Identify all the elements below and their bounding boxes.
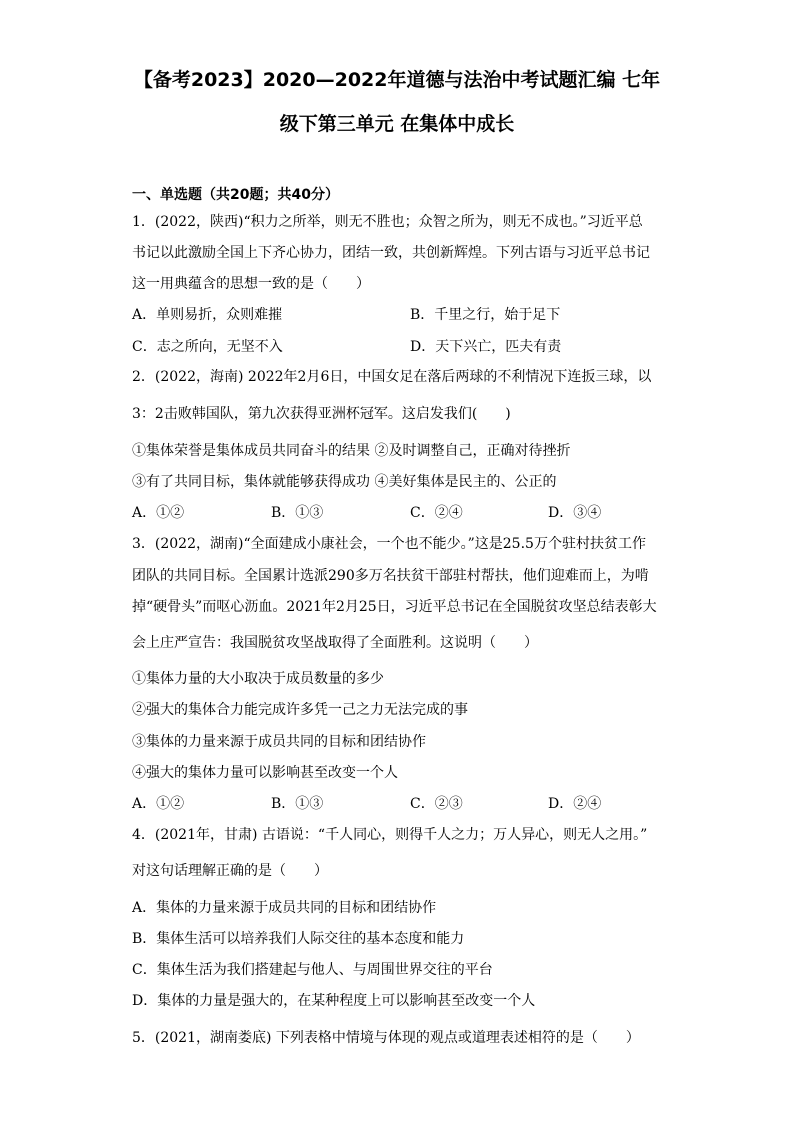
q3-option-a: A．①② bbox=[132, 796, 185, 812]
section-heading: 一、单选题（共20题；共40分） bbox=[132, 187, 339, 203]
q1-option-b: B．千里之行，始于足下 bbox=[410, 307, 561, 323]
q3-statement-1: ①集体力量的大小取决于成员数量的多少 bbox=[132, 671, 384, 687]
q1-option-d: D．天下兴亡，匹夫有责 bbox=[410, 339, 562, 355]
q1-option-c: C．志之所向，无坚不入 bbox=[132, 339, 283, 355]
document-title-line-2: 级下第三单元 在集体中成长 bbox=[279, 113, 515, 135]
q3-stem-line-2: 团队的共同目标。全国累计选派290多万名扶贫干部驻村帮扶，他们迎难而上，为啃 bbox=[132, 568, 649, 584]
q1-stem-line-1: 1．(2022，陕西)“积力之所举，则无不胜也；众智之所为，则无不成也。”习近平总 bbox=[132, 214, 643, 230]
q3-option-b: B．①③ bbox=[271, 796, 324, 812]
q2-option-a: A．①② bbox=[132, 505, 185, 521]
q3-statement-3: ③集体的力量来源于成员共同的目标和团结协作 bbox=[132, 734, 426, 750]
q4-option-d: D．集体的力量是强大的，在某种程度上可以影响甚至改变一个人 bbox=[132, 993, 536, 1009]
q3-option-d: D．②④ bbox=[548, 796, 602, 812]
q4-option-c: C．集体生活为我们搭建起与他人、与周围世界交往的平台 bbox=[132, 962, 493, 978]
q2-statement-2: ③有了共同目标，集体就能够获得成功 ④美好集体是民主的、公正的 bbox=[132, 474, 557, 490]
document-title-line-1: 【备考2023】2020—2022年道德与法治中考试题汇编 七年 bbox=[133, 69, 661, 91]
q4-option-b: B．集体生活可以培养我们人际交往的基本态度和能力 bbox=[132, 931, 465, 947]
q3-option-c: C．②③ bbox=[410, 796, 463, 812]
q3-statement-4: ④强大的集体力量可以影响甚至改变一个人 bbox=[132, 765, 398, 781]
q3-stem-line-4: 会上庄严宣告：我国脱贫攻坚战取得了全面胜利。这说明（ ） bbox=[132, 635, 538, 651]
q1-stem-line-2: 书记以此激励全国上下齐心协力，团结一致，共创新辉煌。下列古语与习近平总书记 bbox=[132, 245, 650, 261]
q2-stem-line-2: 3：2击败韩国队，第九次获得亚洲杯冠军。这启发我们( ) bbox=[132, 406, 511, 422]
q4-option-a: A．集体的力量来源于成员共同的目标和团结协作 bbox=[132, 900, 437, 916]
q3-statement-2: ②强大的集体合力能完成许多凭一己之力无法完成的事 bbox=[132, 702, 468, 718]
q4-stem-line-1: 4．(2021年，甘肃) 古语说：“千人同心，则得千人之力；万人异心，则无人之用。” bbox=[132, 827, 648, 843]
q2-option-d: D．③④ bbox=[548, 505, 602, 521]
q1-stem-line-3: 这一用典蕴含的思想一致的是（ ） bbox=[132, 276, 370, 292]
q2-option-c: C．②④ bbox=[410, 505, 463, 521]
q2-option-b: B．①③ bbox=[271, 505, 324, 521]
q3-stem-line-1: 3．(2022，湖南)“全面建成小康社会，一个也不能少。”这是25.5万个驻村扶贫工作 bbox=[132, 536, 646, 552]
q2-stem-line-1: 2．(2022，海南) 2022年2月6日，中国女足在落后两球的不利情况下连扳三球，以 bbox=[132, 369, 652, 385]
q2-statement-1: ①集体荣誉是集体成员共同奋斗的结果 ②及时调整自己，正确对待挫折 bbox=[132, 443, 571, 459]
q1-option-a: A．单则易折，众则难摧 bbox=[132, 307, 283, 323]
q4-stem-line-2: 对这句话理解正确的是（ ） bbox=[132, 863, 328, 879]
q3-stem-line-3: 掉“硬骨头”而呕心沥血。2021年2月25日，习近平总书记在全国脱贫攻坚总结表彰大 bbox=[132, 599, 657, 615]
q5-stem-line-1: 5．(2021，湖南娄底) 下列表格中情境与体现的观点或道理表述相符的是（ ） bbox=[132, 1030, 640, 1046]
